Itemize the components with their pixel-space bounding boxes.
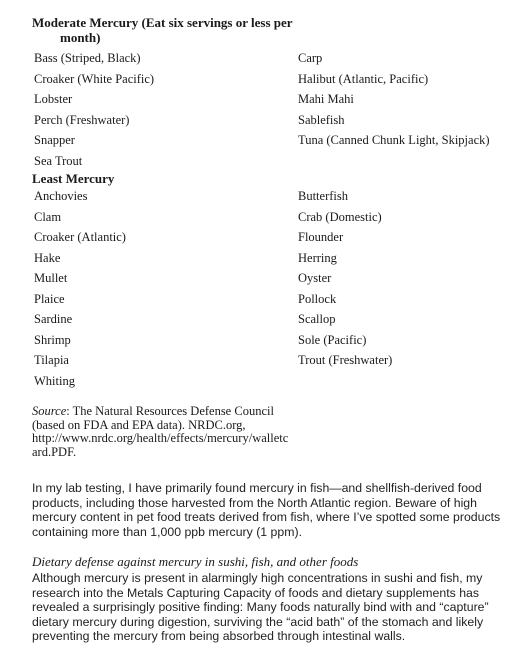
source-text: : The Natural Resources Defense Council (based on FDA and EPA data). NRDC.org, http://www.nrdc.org/health/effects/mercury/walletc ard.PDF. [32,404,289,459]
least-mercury-heading: Least Mercury [32,171,115,186]
list-item: Hake [34,250,61,265]
list-item: Anchovies [34,189,88,203]
list-item: Mullet [34,271,68,285]
list-item: Snapper [34,133,75,147]
list-item: Lobster [34,92,73,106]
least-right-list [298,186,392,371]
list-item: Clam [34,209,62,224]
list-item: Shrimp [34,332,71,347]
list-item: Sole (Pacific) [298,332,367,347]
section-subheading: Dietary defense against mercury in sushi, fish, and other foods [32,554,359,569]
list-item: Croaker (White Pacific) [34,71,155,86]
list-item: Halibut (Atlantic, Pacific) [298,71,429,86]
moderate-right-list [298,48,490,151]
list-item: Trout (Freshwater) [298,353,393,367]
list-item: Flounder [298,230,344,244]
list-item: Whiting [34,373,75,388]
list-item: Sardine [34,312,73,326]
list-item: Scallop [298,312,336,326]
list-item: Sablefish [298,112,345,127]
moderate-heading-line1: Moderate Mercury (Eat six servings or less per [32,15,293,30]
list-item: Croaker (Atlantic) [34,230,126,244]
list-item: Oyster [298,271,332,285]
list-item: Plaice [34,291,65,306]
list-item: Perch (Freshwater) [34,112,130,127]
source-label: Source [32,404,67,418]
paragraph-dietary-defense: Although mercury is present in alarmingly high concentrations in sushi and fish, my research into the Metals Capturing Capacity of foods and dietary supplements has revealed a surprisingly positive finding: Many foods naturally bind with and “capture” dietary mercury during digestion, surviving the “acid bath” of the stomach and likely preventing the mercury from being absorbed through intestinal walls. [32,571,489,644]
list-item: Crab (Domestic) [298,209,382,224]
list-item: Carp [298,51,323,65]
list-item: Herring [298,250,337,265]
list-item: Bass (Striped, Black) [34,51,141,65]
least-left-list [34,186,126,391]
list-item: Tuna (Canned Chunk Light, Skipjack) [298,133,490,147]
paragraph-lab-testing: In my lab testing, I have primarily found mercury in fish—and shellfish-derived food products, including those harvested from the North Atlantic region. Beware of high mercury content in pet food treats derived from fish, where I’ve spotted some products containing more than 1,000 ppb mercury (1 ppm). [32,481,501,539]
list-item: Pollock [298,291,337,306]
moderate-left-list [34,48,154,171]
source-citation [32,405,294,459]
list-item: Mahi Mahi [298,92,354,106]
list-item: Butterfish [298,189,348,203]
list-item: Sea Trout [34,153,83,168]
moderate-heading-line2: month) [60,30,101,45]
moderate-mercury-heading [32,15,332,45]
list-item: Tilapia [34,353,69,367]
